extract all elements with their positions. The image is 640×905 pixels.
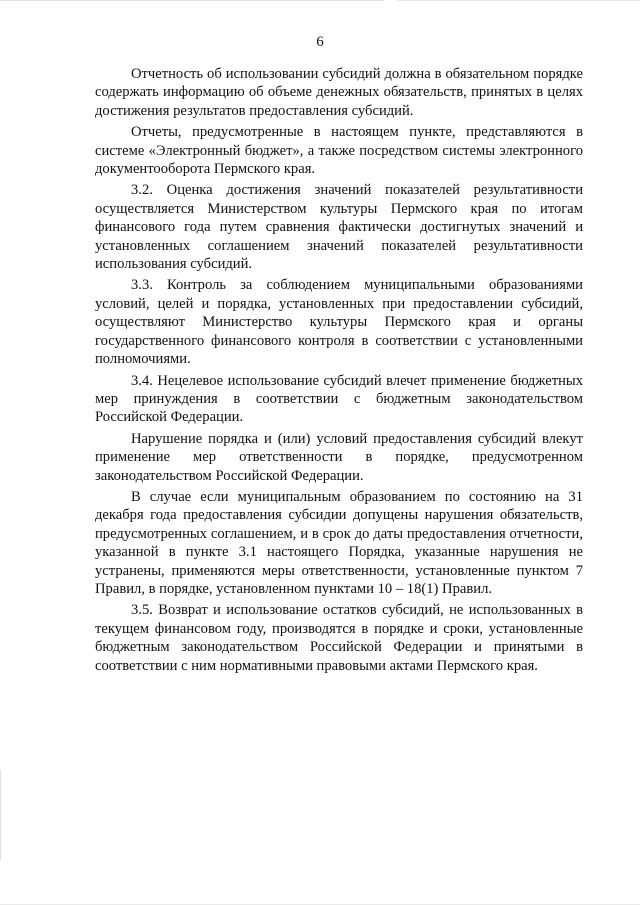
paragraph-violation-liability: Нарушение порядка и (или) условий предоставления субсидий влекут применение мер ответственности в порядке, предусмотренном законодательством Российской Федерации.	[95, 430, 583, 484]
page-number: 6	[316, 34, 324, 50]
paragraph-violation-measures: В случае если муниципальным образованием по состоянию на 31 декабря года предоставления субсидии допущены нарушения обязательств, предусмотренных соглашением, и в срок до даты предоставления отчетности, указанной в пункте 3.1 настоящего Порядка, указанные нарушения не устранены, применяются меры ответственности, установленные пунктом 7 Правил, в порядке, установленном пунктами 10 – 18(1) Правил.	[95, 488, 583, 597]
paragraph-3-4: 3.4. Нецелевое использование субсидий влечет применение бюджетных мер принуждения в соответствии с бюджетным законодательством Российской Федерации.	[95, 372, 583, 426]
paragraph-reporting-system: Отчеты, предусмотренные в настоящем пункте, представляются в системе «Электронный бюджет», а также посредством системы электронного документооборота Пермского края.	[95, 124, 583, 178]
paragraph-3-2: 3.2. Оценка достижения значений показателей результативности осуществляется Министерством культуры Пермского края по итогам финансового года путем сравнения фактически достигнутых значений и установленных соглашением значений показателей результативности использования субсидий.	[95, 182, 583, 273]
paragraph-3-5: 3.5. Возврат и использование остатков субсидий, не использованных в текущем финансовом году, производятся в порядке и сроки, установленные бюджетным законодательством Российской Федерации и принятыми в соответствии с ним нормативными правовыми актами Пермского края.	[95, 602, 583, 674]
paragraph-3-3: 3.3. Контроль за соблюдением муниципальными образованиями условий, целей и порядка, установленных при предоставлении субсидий, осуществляют Министерство культуры Пермского края и органы государственного финансового контроля в соответствии с установленными полномочиями.	[95, 277, 583, 368]
paragraph-reporting-content: Отчетность об использовании субсидий должна в обязательном порядке содержать информацию об объеме денежных обязательств, принятых в целях достижения результатов предоставления субсидий.	[95, 66, 583, 119]
scan-left-mark	[0, 770, 1, 860]
scan-edge-top	[0, 0, 640, 1]
document-body	[95, 65, 583, 678]
